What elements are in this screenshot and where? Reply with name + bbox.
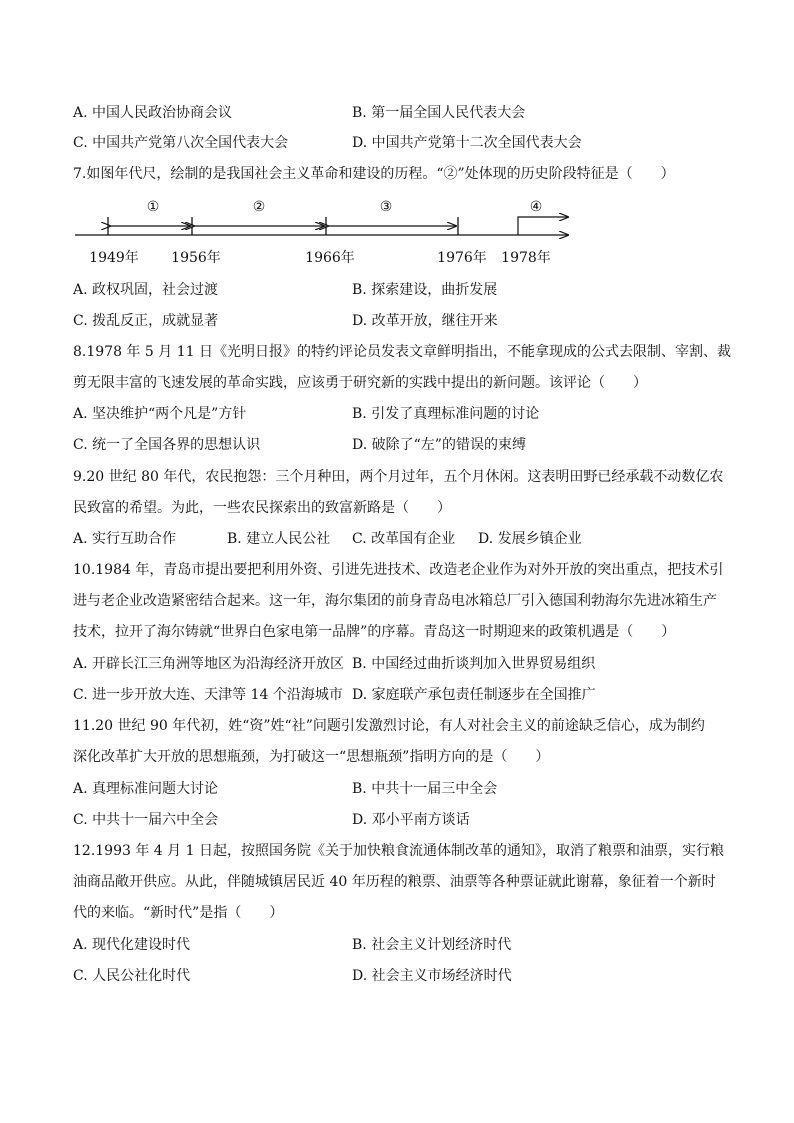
q8-option-a: A. 坚决维护“两个凡是”方针	[73, 406, 247, 422]
q12-option-a: A. 现代化建设时代	[73, 937, 191, 953]
year-label-1978: 1978年	[501, 250, 551, 266]
q9-option-b: B. 建立人民公社	[227, 531, 331, 547]
q7-option-a: A. 政权巩固，社会过渡	[73, 282, 219, 298]
segment-label-3: ③	[379, 199, 393, 215]
q7-option-d: D. 改革开放，继往开来	[352, 313, 498, 329]
q11-option-b: B. 中共十一届三中全会	[352, 781, 498, 797]
segment-label-4: ④	[529, 199, 543, 215]
q6-option-a: A. 中国人民政治协商会议	[73, 105, 233, 121]
q11-stem-line-1: 11.20 世纪 90 年代初，姓“资”姓“社”问题引发激烈讨论，有人对社会主义的前途缺乏信心，成为制约	[73, 718, 705, 734]
q8-option-d: D. 破除了“左”的错误的束缚	[352, 437, 526, 453]
year-label-1966: 1966年	[305, 250, 355, 266]
q9-stem-line-1: 9.20 世纪 80 年代，农民抱怨：三个月种田，两个月过年，五个月休闲。这表明田野已经承载不动数亿农	[73, 469, 724, 485]
segment-label-2: ②	[252, 199, 266, 215]
q11-stem-line-2: 深化改革扩大开放的思想瓶颈，为打破这一“思想瓶颈”指明方向的是（ ）	[73, 749, 550, 765]
q6-option-c: C. 中国共产党第八次全国代表大会	[73, 135, 289, 151]
q12-stem-line-3: 代的来临。“新时代”是指（ ）	[73, 905, 284, 921]
q10-option-d: D. 家庭联产承包责任制逐步在全国推广	[352, 687, 596, 703]
q9-option-d: D. 发展乡镇企业	[478, 531, 582, 547]
q9-option-a: A. 实行互助合作	[73, 531, 177, 547]
segment-label-1: ①	[146, 199, 160, 215]
q10-option-b: B. 中国经过曲折谈判加入世界贸易组织	[352, 656, 596, 672]
year-label-1976: 1976年	[437, 250, 487, 266]
q11-option-a: A. 真理标准问题大讨论	[73, 781, 219, 797]
q10-option-a: A. 开辟长江三角洲等地区为沿海经济开放区	[73, 656, 345, 672]
q7-option-c: C. 拨乱反正，成就显著	[73, 313, 219, 329]
q7-option-b: B. 探索建设，曲折发展	[352, 282, 498, 298]
segment-4-arrow	[518, 217, 568, 235]
q6-option-d: D. 中国共产党第十二次全国代表大会	[352, 135, 582, 151]
q8-stem-line-1: 8.1978 年 5 月 11 日《光明日报》的特约评论员发表文章鲜明指出，不能拿现成的公式去限制、宰割、裁	[73, 344, 731, 360]
q12-option-d: D. 社会主义市场经济时代	[352, 968, 512, 984]
q8-stem-line-2: 剪无限丰富的飞速发展的革命实践，应该勇于研究新的实践中提出的新问题。该评论（ ）	[73, 375, 647, 391]
timeline-ruler	[70, 190, 590, 270]
q10-stem-line-2: 进与老企业改造紧密结合起来。这一年，海尔集团的前身青岛电冰箱总厂引入德国利勃海尔先进冰箱生产	[73, 593, 717, 609]
q12-stem-line-2: 油商品敞开供应。从此，伴随城镇居民近 40 年历程的粮票、油票等各种票证就此谢幕，象征着一个新时	[73, 874, 716, 890]
q9-stem-line-2: 民致富的希望。为此，一些农民探索出的致富新路是（ ）	[73, 500, 451, 516]
q11-option-d: D. 邓小平南方谈话	[352, 812, 470, 828]
q8-option-b: B. 引发了真理标准问题的讨论	[352, 406, 540, 422]
q12-option-c: C. 人民公社化时代	[73, 968, 191, 984]
year-label-1949: 1949年	[89, 250, 139, 266]
q7-stem: 7.如图年代尺，绘制的是我国社会主义革命和建设的历程。“②”处体现的历史阶段特征是（ ）	[73, 166, 675, 182]
q8-option-c: C. 统一了全国各界的思想认识	[73, 437, 261, 453]
year-label-1956: 1956年	[171, 250, 221, 266]
q10-stem-line-1: 10.1984 年，青岛市提出要把利用外资、引进先进技术、改造老企业作为对外开放的突出重点，把技术引	[73, 562, 724, 578]
q11-option-c: C. 中共十一届六中全会	[73, 812, 219, 828]
q10-stem-line-3: 技术，拉开了海尔铸就“世界白色家电第一品牌”的序幕。青岛这一时期迎来的政策机遇是（ ）	[73, 624, 676, 640]
q12-stem-line-1: 12.1993 年 4 月 1 日起，按照国务院《关于加快粮食流通体制改革的通知》，取消了粮票和油票，实行粮	[73, 843, 724, 859]
q12-option-b: B. 社会主义计划经济时代	[352, 937, 512, 953]
q10-option-c: C. 进一步开放大连、天津等 14 个沿海城市	[73, 687, 343, 703]
q6-option-b: B. 第一届全国人民代表大会	[352, 105, 526, 121]
q9-option-c: C. 改革国有企业	[352, 531, 456, 547]
